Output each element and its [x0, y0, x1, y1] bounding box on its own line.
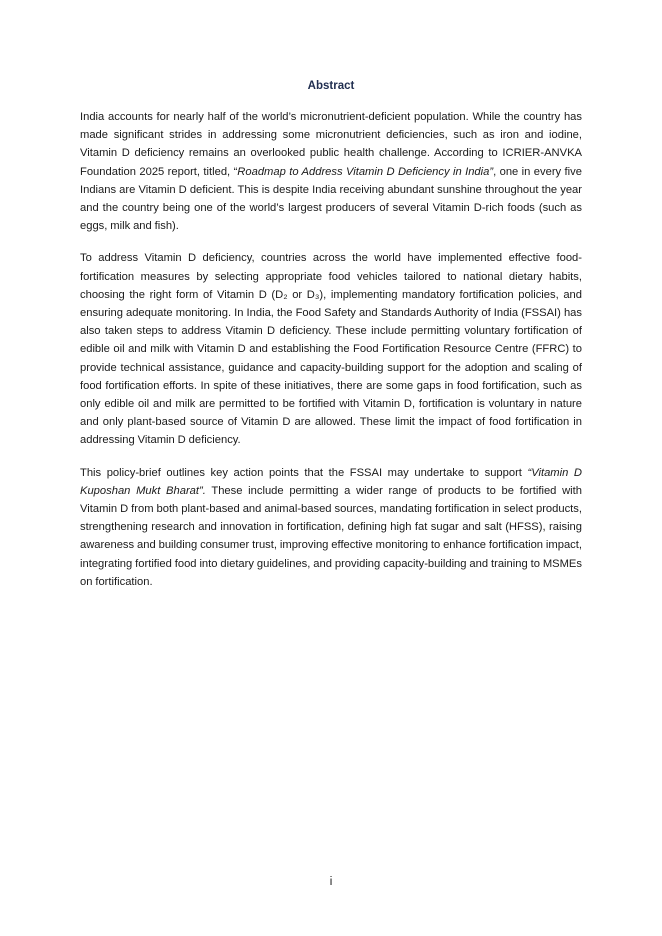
paragraph-1-text-end: , one in every five Indians are Vitamin D deficient. This is despite India receiving abundant sunshine throughout the year and the country being one of the world’s largest producers of several Vitamin D-rich foods (such as eggs, milk and fish). — [80, 165, 582, 233]
page-number: i — [329, 876, 333, 888]
abstract-paragraph-2 — [80, 249, 582, 449]
abstract-paragraph-3 — [80, 464, 582, 591]
paragraph-2-text: To address Vitamin D deficiency, countries across the world have implemented effective food-fortification measures by selecting appropriate food vehicles tailored to national dietary habits, choosing the right form of Vitamin D (D₂ or D₃), implementing mandatory fortification policies, and ensuring adequate monitoring. In India, the Food Safety and Standards Authority of India (FSSAI) has also taken steps to address Vitamin D deficiency. These include permitting voluntary fortification of edible oil and milk with Vitamin D and establishing the Food Fortification Resource Centre (FFRC) to provide technical assistance, guidance and capacity-building support for the adoption and scaling of food fortification efforts. In spite of these initiatives, there are some gaps in food fortification, such as only edible oil and milk are permitted to be fortified with Vitamin D, fortification is voluntary in nature and only plant-based source of Vitamin D are allowed. These limit the impact of food fortification in addressing Vitamin D deficiency. — [80, 252, 582, 447]
paragraph-1-report-title: Roadmap to Address Vitamin D Deficiency in India” — [237, 165, 494, 178]
paragraph-1-text: India accounts for nearly half of the world’s micronutrient-deficient population. While the country has made significant strides in addressing some micronutrient deficiencies, such as iron and iodine, Vitamin D deficiency remains an overlooked public health challenge. According to ICRIER-ANVKA Foundation 2025 report, titled, “ — [80, 111, 582, 178]
paragraph-3-text-end: These include permitting a wider range of products to be fortified with Vitamin D from both plant-based and animal-based sources, mandating fortification in select products, strengthening research and innovation in fortification, defining high fat sugar and salt (HFSS), raising awareness and building consumer trust, improving effective monitoring to enhance fortification impact, integrating fortified food into dietary guidelines, and providing capacity-building and training to MSMEs on fortification. — [80, 484, 583, 588]
abstract-heading: Abstract — [307, 80, 355, 92]
paragraph-3-text: This policy-brief outlines key action points that the FSSAI may undertake to support — [80, 466, 528, 479]
paragraph-3-campaign-name: “Vitamin D Kuposhan Mukt Bharat”. — [80, 466, 582, 497]
abstract-body — [80, 108, 582, 591]
abstract-paragraph-1 — [80, 108, 582, 235]
